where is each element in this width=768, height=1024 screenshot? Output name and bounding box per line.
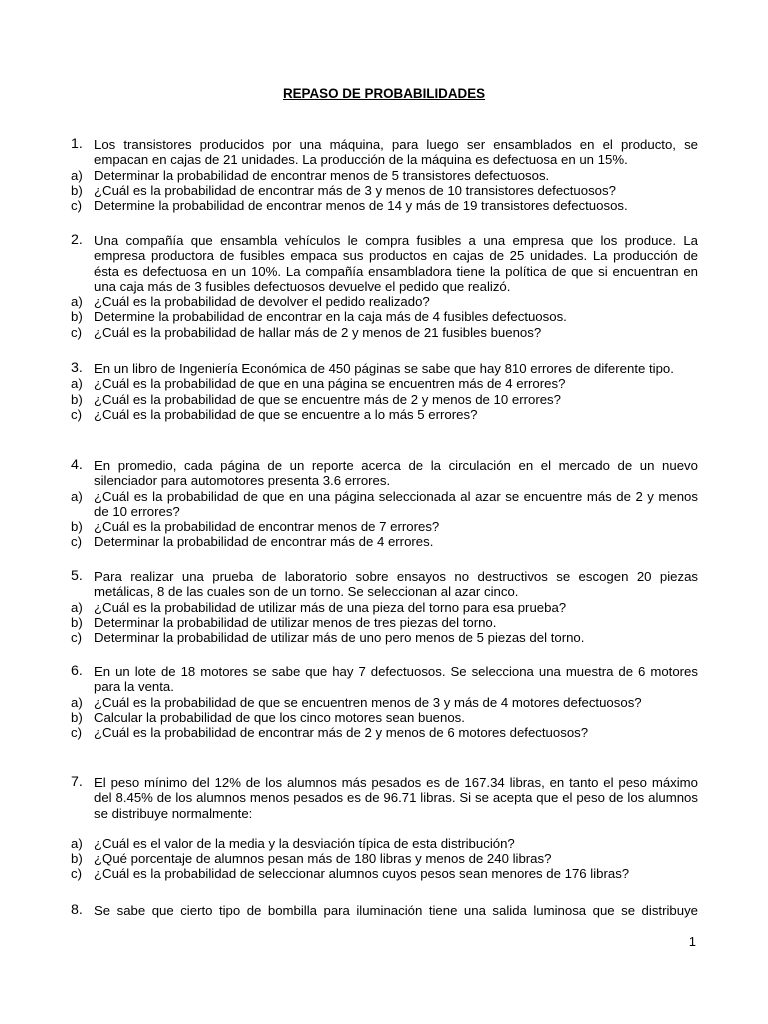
subquestion-text: ¿Cuál es la probabilidad de seleccionar alumnos cuyos pesos sean menores de 176 libras? xyxy=(94,866,630,882)
subquestion-b xyxy=(71,183,698,198)
problem-number: 6. xyxy=(71,663,83,679)
subquestion-letter: c) xyxy=(71,198,82,214)
subquestion-letter: b) xyxy=(71,614,83,630)
problem-statement xyxy=(71,137,698,168)
problem-statement xyxy=(71,233,698,294)
subquestion-letter: a) xyxy=(71,488,83,504)
subquestion-b xyxy=(71,710,698,725)
problem-text: Se sabe que cierto tipo de bombilla para iluminación tiene una salida luminosa que se distribuye xyxy=(94,903,698,918)
subquestion-a xyxy=(71,168,698,183)
subquestion-text: ¿Qué porcentaje de alumnos pesan más de 180 libras y menos de 240 libras? xyxy=(94,851,552,867)
subquestion-text: Determine la probabilidad de encontrar en la caja más de 4 fusibles defectuosos. xyxy=(94,309,567,325)
problem-statement xyxy=(71,775,698,821)
subquestion-c xyxy=(71,866,698,881)
subquestion-text: ¿Cuál es la probabilidad de encontrar más de 3 y menos de 10 transistores defectuosos? xyxy=(94,182,616,198)
problem-text: En un lote de 18 motores se sabe que hay 7 defectuosos. Se selecciona una muestra de 6 motores para la venta. xyxy=(94,664,698,695)
problem-number: 7. xyxy=(71,774,83,790)
subquestion-letter: a) xyxy=(71,835,83,851)
problem-3 xyxy=(71,361,698,422)
subquestion-letter: a) xyxy=(71,167,83,183)
subquestion-b xyxy=(71,851,698,866)
problem-statement xyxy=(71,569,698,600)
subquestion-text: ¿Cuál es el valor de la media y la desviación típica de esta distribución? xyxy=(94,835,515,851)
problem-5 xyxy=(71,569,698,645)
problem-1 xyxy=(71,137,698,213)
subquestion-text: ¿Cuál es la probabilidad de encontrar más de 2 y menos de 6 motores defectuosos? xyxy=(94,725,589,741)
subquestion-letter: b) xyxy=(71,391,83,407)
subquestion-text: ¿Cuál es la probabilidad de que se encuentre más de 2 y menos de 10 errores? xyxy=(94,391,561,407)
problem-number: 1. xyxy=(71,136,83,152)
problem-statement xyxy=(71,664,698,695)
subquestion-c xyxy=(71,325,698,340)
subquestion-b xyxy=(71,309,698,324)
problem-2 xyxy=(71,233,698,340)
subquestion-b xyxy=(71,519,698,534)
subquestion-a xyxy=(71,294,698,309)
subquestion-a xyxy=(71,695,698,710)
subquestion-letter: a) xyxy=(71,294,83,310)
subquestion-text: Determinar la probabilidad de utilizar más de uno pero menos de 5 piezas del torno. xyxy=(94,630,585,646)
subquestion-letter: b) xyxy=(71,309,83,325)
subquestion-text: ¿Cuál es la probabilidad de encontrar menos de 7 errores? xyxy=(94,519,440,535)
subquestion-a xyxy=(71,836,698,851)
subquestion-letter: c) xyxy=(71,866,82,882)
subquestion-letter: b) xyxy=(71,182,83,198)
problem-statement xyxy=(71,361,698,376)
subquestion-letter: c) xyxy=(71,630,82,646)
subquestion-text: ¿Cuál es la probabilidad de hallar más de 2 y menos de 21 fusibles buenos? xyxy=(94,324,542,340)
subquestion-a xyxy=(71,376,698,391)
subquestion-text: ¿Cuál es la probabilidad de devolver el pedido realizado? xyxy=(94,294,430,310)
subquestion-letter: b) xyxy=(71,709,83,725)
subquestion-text: Determinar la probabilidad de encontrar más de 4 errores. xyxy=(94,534,434,550)
subquestion-letter: c) xyxy=(71,406,82,422)
subquestion-letter: a) xyxy=(71,694,83,710)
subquestion-c xyxy=(71,630,698,645)
subquestion-letter: a) xyxy=(71,376,83,392)
subquestion-a xyxy=(71,600,698,615)
document-title: REPASO DE PROBABILIDADES xyxy=(282,86,486,101)
subquestion-letter: c) xyxy=(71,725,82,741)
problem-text: En promedio, cada página de un reporte acerca de la circulación en el mercado de un nuevo silenciador para automotores presenta 3.6 errores. xyxy=(94,458,698,489)
problem-number: 3. xyxy=(71,360,83,376)
subquestion-letter: b) xyxy=(71,519,83,535)
subquestion-text: ¿Cuál es la probabilidad de que en una página se encuentren más de 4 errores? xyxy=(94,376,566,392)
problem-number: 4. xyxy=(71,457,83,473)
subquestion-c xyxy=(71,407,698,422)
page-number: 1 xyxy=(688,934,696,949)
problem-8 xyxy=(71,903,698,918)
problem-text: Los transistores producidos por una máquina, para luego ser ensamblados en el producto, se empacan en cajas de 21 unidades. La producción de la máquina es defectuosa en un 15%. xyxy=(94,137,698,168)
subquestion-letter: b) xyxy=(71,851,83,867)
subquestion-text: ¿Cuál es la probabilidad de que en una página seleccionada al azar se encuentre más de 2 y menos de 10 errores? xyxy=(94,488,698,519)
problem-text: Una compañía que ensambla vehículos le compra fusibles a una empresa que los produce. La empresa productora de fusibles empaca sus productos en cajas de 25 unidades. La producción de ésta es defectuosa en un 10%. La compañía ensambladora tiene la política de que si encuentran en una caja más de 3 fusibles defectuosos devuelve el pedido que realizó. xyxy=(94,233,698,294)
subquestion-b xyxy=(71,392,698,407)
subquestion-c xyxy=(71,725,698,740)
subquestion-text: ¿Cuál es la probabilidad de que se encuentren menos de 3 y más de 4 motores defectuosos? xyxy=(94,694,642,710)
problem-number: 8. xyxy=(71,902,83,918)
subquestion-text: ¿Cuál es la probabilidad de utilizar más de una pieza del torno para esa prueba? xyxy=(94,599,567,615)
problem-text: El peso mínimo del 12% de los alumnos más pesados es de 167.34 libras, en tanto el peso máximo del 8.45% de los alumnos menos pesados es de 96.71 libras. Si se acepta que el peso de los alumnos se distribuye normalmente: xyxy=(94,775,698,821)
subquestion-c xyxy=(71,534,698,549)
subquestion-letter: a) xyxy=(71,599,83,615)
subquestion-text: ¿Cuál es la probabilidad de que se encuentre a lo más 5 errores? xyxy=(94,406,478,422)
problem-statement xyxy=(71,458,698,489)
problem-text: Para realizar una prueba de laboratorio sobre ensayos no destructivos se escogen 20 piezas metálicas, 8 de las cuales son de un torno. Se seleccionan al azar cinco. xyxy=(94,569,698,600)
subquestion-letter: c) xyxy=(71,534,82,550)
subquestion-text: Calcular la probabilidad de que los cinco motores sean buenos. xyxy=(94,709,465,725)
problem-text: En un libro de Ingeniería Económica de 450 páginas se sabe que hay 810 errores de diferente tipo. xyxy=(94,361,674,376)
subquestion-letter: c) xyxy=(71,324,82,340)
subquestion-b xyxy=(71,615,698,630)
subquestion-text: Determinar la probabilidad de utilizar menos de tres piezas del torno. xyxy=(94,614,497,630)
problem-7 xyxy=(71,775,698,882)
subquestion-a xyxy=(71,489,698,520)
subquestion-c xyxy=(71,198,698,213)
subquestion-text: Determine la probabilidad de encontrar menos de 14 y más de 19 transistores defectuosos. xyxy=(94,198,628,214)
problem-number: 2. xyxy=(71,232,83,248)
problem-6 xyxy=(71,664,698,740)
problem-statement xyxy=(71,903,698,918)
subquestion-text: Determinar la probabilidad de encontrar menos de 5 transistores defectuosos. xyxy=(94,167,550,183)
problem-4 xyxy=(71,458,698,550)
problem-number: 5. xyxy=(71,568,83,584)
